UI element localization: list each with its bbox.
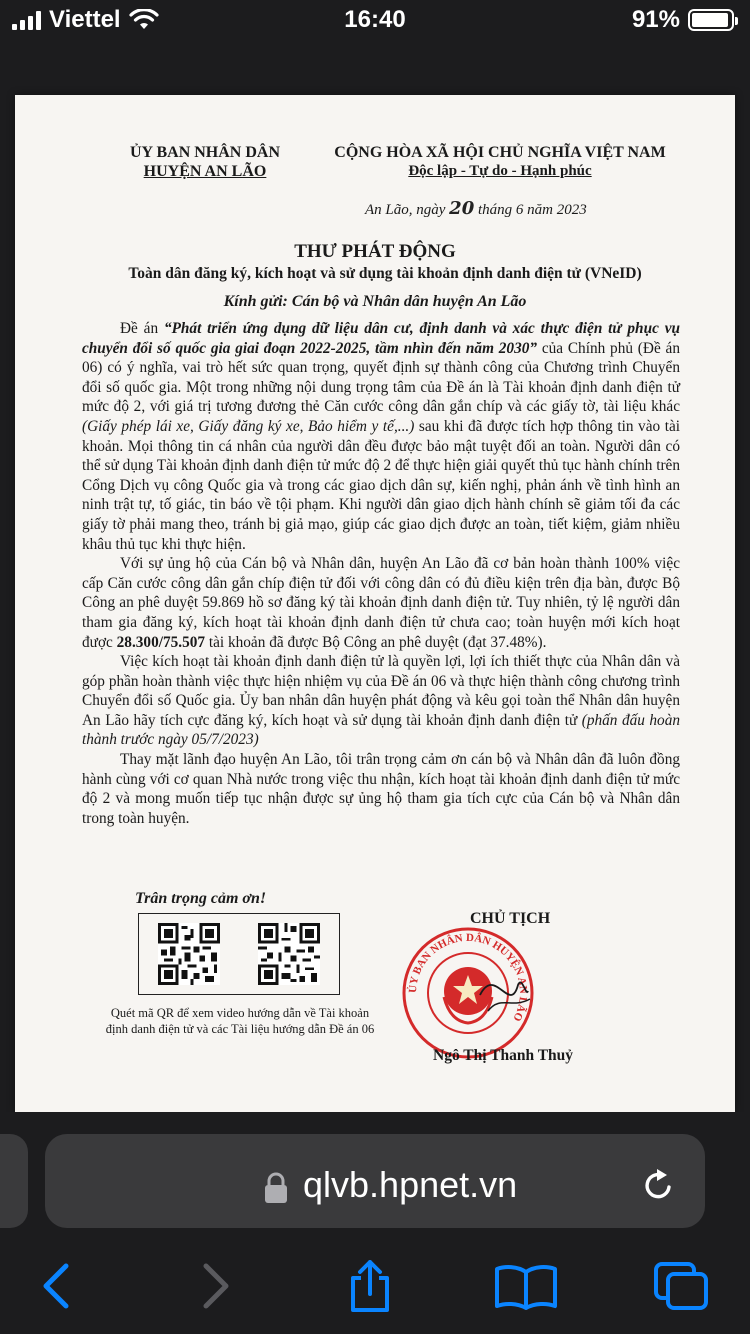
share-icon[interactable] (345, 1260, 395, 1312)
qr-code-box (138, 913, 340, 995)
paragraph-1: Đề án “Phát triển ứng dụng dữ liệu dân cư, định danh và xác thực điện tử phục vụ chuyển đổi số quốc gia giai đoạn 2022-2025, tầm nhìn đến năm 2030” của Chính phủ (Đề án 06) có ý nghĩa, vai trò hết sức quan trọng, quyết định sự thành công của Chương trình Chuyển đổi số quốc gia. Một trong những nội dung trọng tâm của Đề án là Tài khoản định danh điện tử mức độ 2, với giá trị tương đương thẻ Căn cước công dân gắn chíp và các giấy tờ, tài liệu khác (Giấy phép lái xe, Giấy đăng ký xe, Bảo hiểm y tế,...) sau khi đã được tích hợp thông tin vào tài khoản. Mọi thông tin cá nhân của người dân đều được bảo mật tuyệt đối an toàn. Người dân có thể sử dụng Tài khoản định danh điện tử mức độ 2 để thực hiện giải quyết thủ tục hành chính trên Cổng Dịch vụ công Quốc gia và trong các giao dịch dân sự, kiến nghị, phản ánh về tình hình an ninh trật tự, tố giác, tin báo về tội phạm. Khi người dân giao dịch hành chính sẽ giảm tối đa các giấy tờ phải mang theo, tránh bị giả mạo, giúp các giao dịch được an toàn, tiết kiệm, giảm nhiều khâu thủ tục khi thực hiện. (82, 320, 680, 553)
document-subtitle: Toàn dân đăng ký, kích hoạt và sử dụng tài khoản định danh điện tử (VNeID) (128, 265, 642, 282)
nation-header: CỘNG HÒA XÃ HỘI CHỦ NGHĨA VIỆT NAM Độc lập - Tự do - Hạnh phúc (334, 144, 666, 179)
battery-icon (688, 9, 734, 31)
document-date: An Lão, ngày 20 tháng 6 năm 2023 (365, 198, 587, 219)
paragraph-2: Với sự ủng hộ của Cán bộ và Nhân dân, huyện An Lão đã cơ bản hoàn thành 100% việc cấp Căn cước công dân gắn chíp điện tử đối với công dân có đủ điều kiện trên địa bàn, được Bộ Công an phê duyệt 59.869 hồ sơ đăng ký tài khoản định danh điện tử. Tuy nhiên, tỷ lệ người dân tham gia đăng ký, kích hoạt tài khoản định danh điện tử chưa cao; toàn huyện mới kích hoạt được 28.300/75.507 tài khoản đã được Bộ Công an phê duyệt (đạt 37.48%). (82, 555, 680, 651)
closing-line: Trân trọng cảm ơn! (135, 890, 267, 907)
qr-code-video (158, 923, 220, 985)
paragraph-3: Việc kích hoạt tài khoản định danh điện tử là quyền lợi, lợi ích thiết thực của Nhân dân và góp phần hoàn thành việc thực hiện nhiệm vụ của Đề án 06 và thực hiện thành công chương trình Chuyển đổi số Quốc gia. Ủy ban nhân dân huyện phát động và kêu gọi toàn thể Nhân dân huyện An Lão hãy tích cực đăng ký, kích hoạt và sử dụng tài khoản định danh điện tử (phấn đấu hoàn thành trước ngày 05/7/2023) (82, 653, 680, 749)
paragraph-4: Thay mặt lãnh đạo huyện An Lão, tôi trân trọng cảm ơn cán bộ và Nhân dân đã luôn đồng hành cùng với cơ quan Nhà nước trong việc thu nhận, kích hoạt tài khoản định danh điện tử mức độ 2 và mong muốn tiếp tục nhận được sự ủng hộ tham gia tích cực của Cán bộ và Nhân dân trong toàn huyện. (82, 751, 680, 827)
tabs-icon[interactable] (652, 1260, 710, 1312)
address-bar[interactable] (45, 1134, 705, 1228)
battery-percent: 91% (631, 6, 680, 33)
qr-caption: Quét mã QR để xem video hướng dẫn về Tài khoản định danh điện tử và các Tài liệu hướng dẫn Đề án 06 (105, 1006, 375, 1036)
browser-toolbar (0, 1238, 750, 1334)
signer-name: Ngô Thị Thanh Thuỷ (433, 1047, 574, 1064)
signer-title: CHỦ TỊCH (470, 910, 551, 927)
agency-header: ỦY BAN NHÂN DÂN HUYỆN AN LÃO (129, 144, 281, 180)
clock: 16:40 (344, 6, 406, 33)
document-title: THƯ PHÁT ĐỘNG (294, 241, 456, 262)
back-icon[interactable] (32, 1260, 82, 1312)
seal-text: ỦY BAN NHÂN DÂN HUYỆN AN LÃO (406, 931, 530, 1024)
address-area (0, 1112, 750, 1238)
previous-tab-preview[interactable] (0, 1134, 28, 1228)
reload-icon[interactable] (639, 1165, 679, 1205)
salutation: Kính gửi: Cán bộ và Nhân dân huyện An Lão (223, 293, 527, 310)
official-seal (400, 925, 536, 1061)
url-text: qlvb.hpnet.vn (303, 1164, 518, 1205)
bookmarks-icon[interactable] (493, 1260, 559, 1312)
carrier-name: Viettel (49, 6, 121, 33)
document-page (15, 95, 735, 1112)
status-bar (0, 0, 750, 44)
qr-code-documents (258, 923, 320, 985)
letter-body (82, 319, 680, 828)
lock-icon (263, 1172, 289, 1204)
forward-icon[interactable] (190, 1260, 240, 1312)
